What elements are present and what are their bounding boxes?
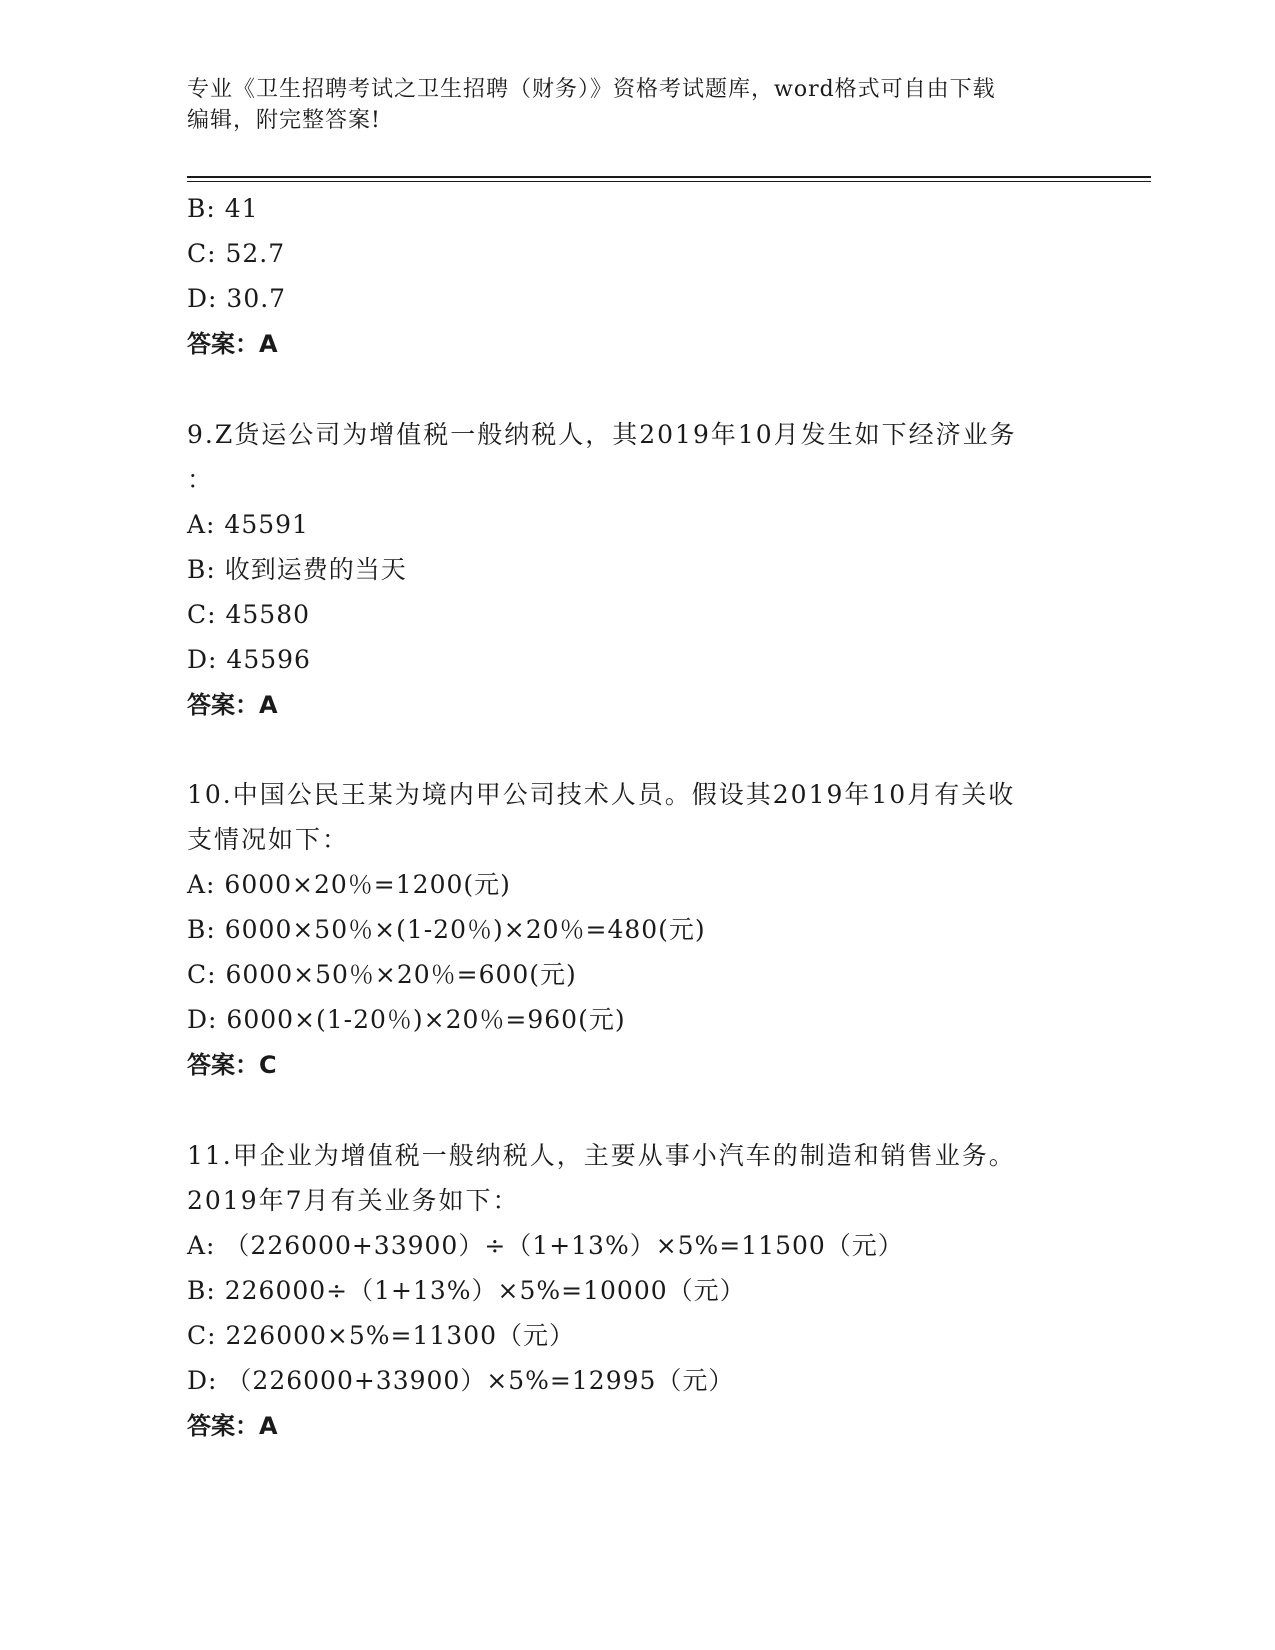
q9-answer: 答案：A <box>187 691 278 719</box>
q11-option-a: A: （226000+33900）÷（1+13%）×5%=11500（元） <box>187 1231 904 1260</box>
q10-option-a: A: 6000×20％=1200(元) <box>187 870 511 899</box>
q10-option-c: C: 6000×50％×20％=600(元) <box>187 960 577 989</box>
q11-stem-line-1: 11.甲企业为增值税一般纳税人，主要从事小汽车的制造和销售业务。 <box>187 1141 1016 1170</box>
q9-option-d: D: 45596 <box>187 645 311 674</box>
header-line-2: 编辑，附完整答案! <box>187 108 381 133</box>
q8-answer: 答案：A <box>187 330 278 358</box>
q10-stem-line-2: 支情况如下： <box>187 825 350 854</box>
q10-stem-line-1: 10.中国公民王某为境内甲公司技术人员。假设其2019年10月有关收 <box>187 780 1016 809</box>
header-line-1: 专业《卫生招聘考试之卫生招聘（财务）》资格考试题库，word格式可自由下载 <box>187 77 996 102</box>
q8-option-c: C: 52.7 <box>187 239 286 268</box>
header-divider-thin <box>187 181 1151 182</box>
q8-option-b: B: 41 <box>187 194 259 223</box>
q10-answer: 答案：C <box>187 1051 277 1079</box>
q9-stem-line-2: ： <box>187 465 215 494</box>
document-header <box>187 74 1087 136</box>
q11-stem-line-2: 2019年7月有关业务如下： <box>187 1186 520 1215</box>
q8-option-d: D: 30.7 <box>187 284 287 313</box>
header-divider-thick <box>187 176 1151 178</box>
q10-option-b: B: 6000×50％×(1-20％)×20％=480(元) <box>187 915 706 944</box>
q9-option-a: A: 45591 <box>187 510 309 539</box>
q9-stem-line-1: 9.Z货运公司为增值税一般纳税人，其2019年10月发生如下经济业务 <box>187 420 1017 449</box>
q11-option-d: D: （226000+33900）×5%=12995（元） <box>187 1366 735 1395</box>
q9-option-c: C: 45580 <box>187 600 311 629</box>
q11-option-c: C: 226000×5%=11300（元） <box>187 1321 576 1350</box>
q10-option-d: D: 6000×(1-20％)×20％=960(元) <box>187 1005 626 1034</box>
q9-option-b: B: 收到运费的当天 <box>187 555 407 584</box>
q11-answer: 答案：A <box>187 1412 278 1440</box>
q11-option-b: B: 226000÷（1+13%）×5%=10000（元） <box>187 1276 746 1305</box>
